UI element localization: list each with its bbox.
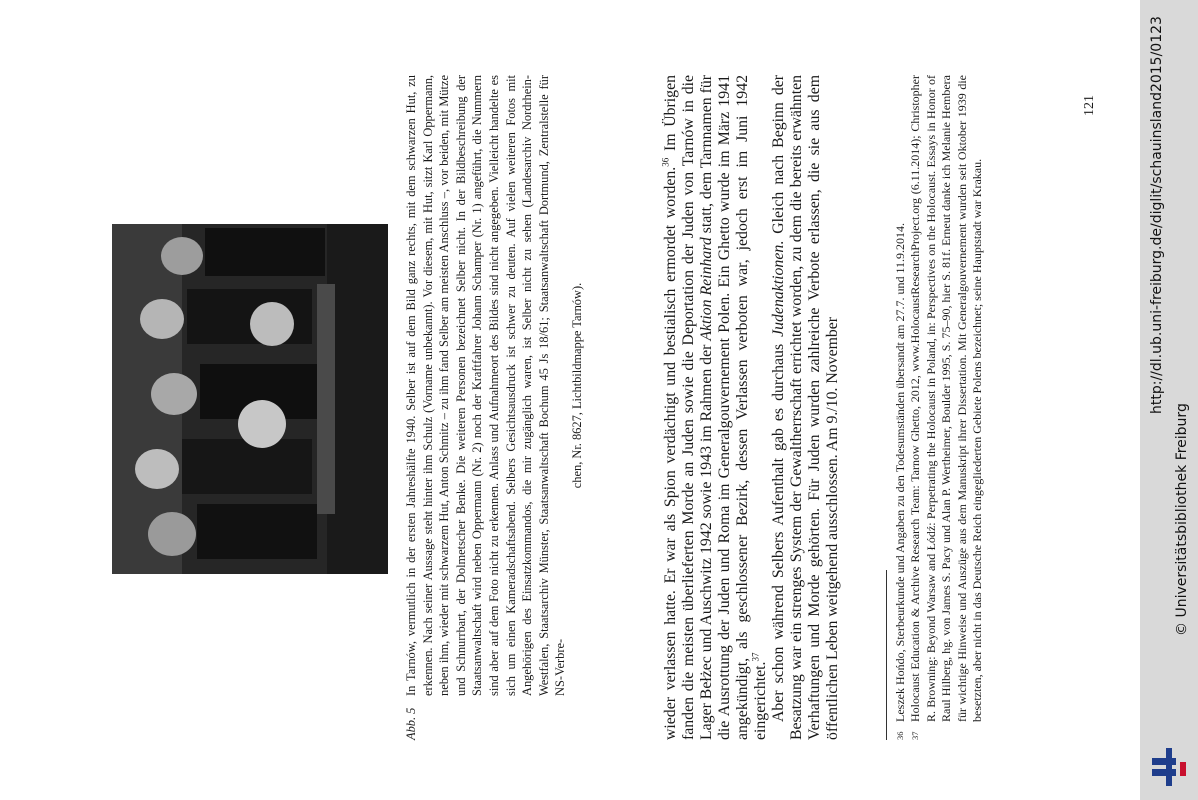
body-text [662, 75, 842, 740]
footnote-36: 36 Leszek Hońdo, Sterbeurkunde und Angaben zu den Todesumständen übersandt am 27.7. und 11.9.2014. [893, 222, 907, 740]
figure-label: Abb. 5 [404, 707, 418, 740]
permalink-url[interactable]: http://dl.ub.uni-freiburg.de/diglit/schauinsland2015/0123 [1149, 16, 1165, 414]
footnote-ref-37[interactable]: 37 [750, 652, 761, 662]
footnote-37: 37 Holocaust Education & Archive Research Team: Tarnow Ghetto, 2012, www.HolocaustResearchProject.org (6.11.2014); Christopher R. Browning: Beyond Warsaw and Łódź: Perpetrating the Holocaust in Poland, in: Perspectives on the Holocaust. Essays in Honor of Raul Hilberg, hg. von James S. Pacy und Alan P. Wertheimer, Boulder 1995, S. 75–90, hier S. 81f. Erneut danke ich Melanie Hembera für wichtige Hinweise und Auszüge aus dem Manuskript ihrer Dissertation. Mit Generalgouvernement wurden seit Oktober 1939 die besetzten, aber nicht in das Deutsche Reich eingegliederten Gebiete Polens bezeichnet; seine Hauptstadt war Krakau. [908, 75, 985, 740]
page-number: 121 [1082, 95, 1097, 116]
historical-group-photo [112, 224, 388, 574]
caption-text-end: chen, Nr. 8627, Lichtbildmappe Tarnów). [569, 282, 584, 489]
paragraph-2: Aber schon während Selbers Aufenthalt gab es durchaus Judenaktionen. Gleich nach Beginn der Besatzung war ein strenges System der Gewaltherrschaft errichtet worden, zu dem die bereits erwähnten Verhaftungen und Morde gehörten. Für Juden wurden zahlreiche Verbote erlassen, die sie aus dem öffentlichen Leben weitgehend ausschlossen. Am 9./10. November [770, 75, 841, 740]
footnotes [893, 75, 985, 740]
copyright-notice: © Universitätsbibliothek Freiburg [1174, 403, 1190, 636]
footnote-divider [886, 570, 887, 740]
university-library-logo-icon [1146, 744, 1192, 790]
figure-caption [403, 75, 586, 740]
paragraph-1: wieder verlassen hatte. Er war als Spion verdächtigt und bestialisch ermordet worden.$^{36}$ Im Übrigen fanden die meisten überlieferten Morde an Juden sowie die Deportation der Juden von Tarnów in die Lager Bełżec und Auschwitz 1942 sowie 1943 im Rahmen der Aktion Reinhard statt, dem Tarnnamen für die Ausrottung der Juden und Roma im Generalgouvernement Polen. Ein Ghetto wurde im März 1941 angekündigt, als geschlossener Bezirk, dessen Verlassen verboten war, jedoch erst im Juni 1942 eingerichtet.$^{37}$ [660, 74, 769, 740]
photo-figures [112, 224, 388, 574]
footnote-ref-36[interactable]: 36 [660, 157, 671, 167]
caption-text: In Tarnów, vermutlich in der ersten Jahreshälfte 1940. Selber ist auf dem Bild ganz rechts, mit dem schwarzen Hut, zu erkennen. Nach seiner Aussage steht hinter ihm Schulz (Vorname unbekannt). Vor diesem, mit Hut, sitzt Karl Oppermann, neben ihm, wieder mit schwarzem Hut, Anton Schmitz – zu ihm fand Selber am meisten Anschluss –, vor beiden, mit Mütze und Schnurrbart, der Dolmetscher Benke. Die weiteren Personen bezeichnet Selber nicht. In der Bildbeschreibung der Staatsanwaltschaft wird neben Oppermann (Nr. 2) noch der Kraftfahrer Johann Schamper (Nr. 1) angeführt, die Nummern sind aber auf dem Foto nicht zu erkennen. Anlass und Aufnahmeort des Bildes sind nicht angegeben. Vielleicht handelte es sich um einen Kameradschaftsabend. Selbers Gesichtsausdruck ist schwer zu deuten. Auf vielen weiteren Fotos mit Angehörigen des Einsatzkommandos, die mir zugänglich waren, ist Selber nicht zu sehen (Landesarchiv Nordrhein-Westfalen, Staatsarchiv Münster, Staatsanwaltschaft Bochum 45 Js 18/61; Staatsanwaltschaft Dortmund, Zentralstelle für NS-Verbre- [404, 75, 568, 696]
